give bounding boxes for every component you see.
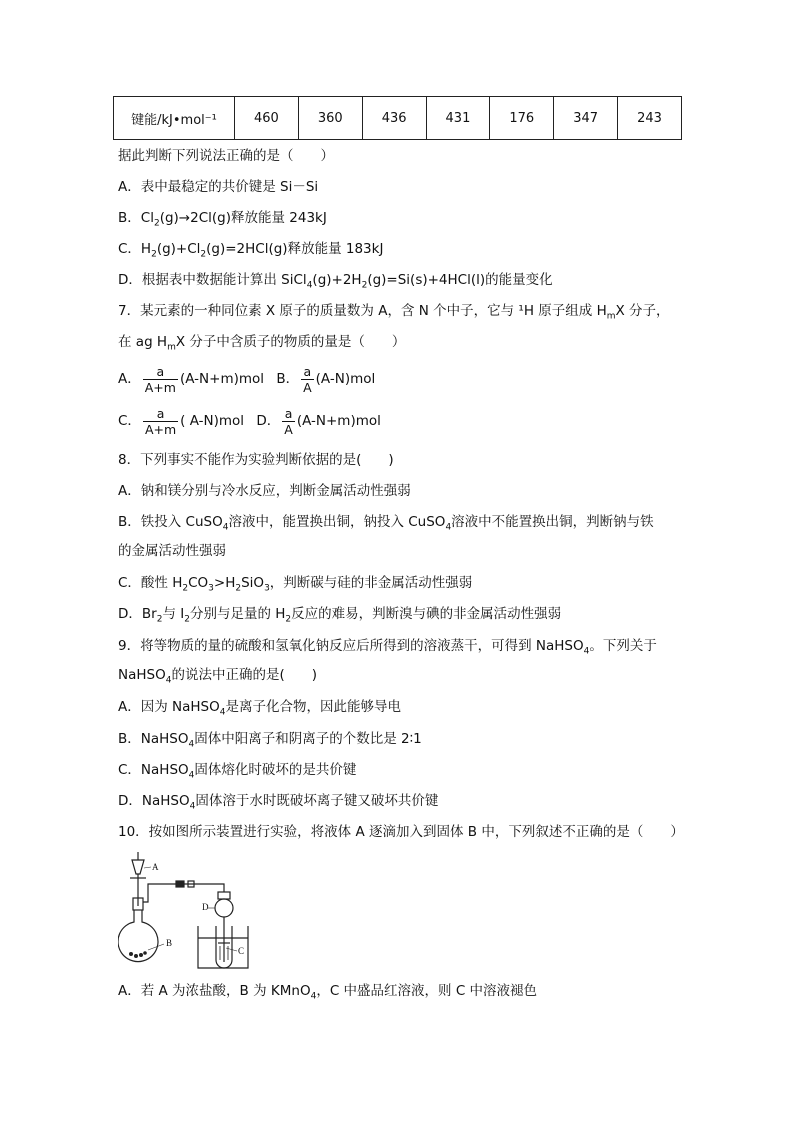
label-b: B	[166, 938, 173, 948]
table-cell: 460	[235, 97, 299, 140]
bond-energy-table	[113, 96, 682, 140]
label-a: A	[152, 862, 159, 872]
apparatus-diagram	[118, 848, 253, 970]
q9-option-b: B．NaHSO$_4$固体中阳离子和阴离子的个数比是 2∶1	[118, 731, 422, 750]
q6-option-a: A．表中最稳定的共价键是 Si－Si	[118, 179, 319, 195]
q8-option-d: D．$Br_2$与 $I_2$分别与足量的 $H_2$反应的难易，判断溴与碘的非金属活动性强弱	[118, 606, 562, 625]
q8-option-b-line2: 的金属活动性强弱	[118, 543, 226, 559]
q7-options-cd: C． $\frac{a}{A+m}$ ( A-N)mol D． $\frac{a}{A}$ (A-N+m)mol	[118, 405, 381, 437]
apparatus-figure	[118, 848, 253, 970]
table-row	[114, 97, 682, 140]
q9-option-d: D．NaHSO$_4$固体溶于水时既破坏离子键又破坏共价键	[118, 793, 439, 812]
table-cell: 243	[618, 97, 682, 140]
q8-option-a: A．钠和镁分别与冷水反应，判断金属活动性强弱	[118, 483, 411, 499]
label-d: D	[202, 902, 209, 912]
table-header-cell: 键能/kJ•mol⁻¹	[114, 97, 235, 140]
q8-option-c: C．酸性 $H_2CO_3>H_2SiO_3$，判断碳与硅的非金属活动性强弱	[118, 575, 473, 594]
q6-option-b: B．$Cl_2(g)\to 2Cl(g)$释放能量 243kJ	[118, 210, 327, 229]
table-cell: 436	[362, 97, 426, 140]
q10-stem: 10．按如图所示装置进行实验，将液体 A 逐滴加入到固体 B 中，下列叙述不正确的是（ ）	[118, 824, 684, 840]
table-cell: 360	[298, 97, 362, 140]
q6-option-c: C．$H_2(g)+Cl_2(g)=2HCl(g)$释放能量 183kJ	[118, 241, 384, 260]
fraction: $\frac{a}{A+m}$	[144, 405, 177, 437]
fraction: $\frac{a}{A+m}$	[144, 363, 176, 395]
table-cell: 176	[490, 97, 554, 140]
q9-option-a: A．因为 NaHSO$_4$是离子化合物，因此能够导电	[118, 699, 401, 718]
q8-option-b-line1: B．铁投入 CuSO$_4$溶液中，能置换出铜，钠投入 CuSO$_4$溶液中不能置换出铜，判断钠与铁	[118, 514, 654, 533]
q6-option-d: D．根据表中数据能计算出 $SiCl_4(g)+2H_2(g)=Si(s)+4HCl(l)$的能量变化	[118, 272, 553, 291]
q9-option-c: C．NaHSO$_4$固体熔化时破坏的是共价键	[118, 762, 357, 781]
fraction: $\frac{a}{A}$	[303, 363, 312, 395]
q6-stem: 据此判断下列说法正确的是（ ）	[118, 148, 334, 164]
table-cell: 347	[554, 97, 618, 140]
fraction: $\frac{a}{A}$	[284, 405, 293, 437]
q8-stem: 8．下列事实不能作为实验判断依据的是( )	[118, 452, 394, 468]
q7-stem-line1: 7．某元素的一种同位素 X 原子的质量数为 A，含 N 个中子，它与 ¹H 原子组成 $H_mX$ 分子，	[118, 303, 670, 322]
label-c: C	[238, 946, 245, 956]
q10-option-a: A．若 A 为浓盐酸，B 为 KMnO$_4$，C 中盛品红溶液，则 C 中溶液褪色	[118, 983, 538, 1002]
table-cell: 431	[426, 97, 490, 140]
q9-stem-line1: 9．将等物质的量的硫酸和氢氧化钠反应后所得到的溶液蒸干，可得到 NaHSO$_4$。下列关于	[118, 638, 657, 657]
q9-stem-line2: NaHSO$_4$的说法中正确的是( )	[118, 667, 317, 686]
q7-options-ab: A． $\frac{a}{A+m}$ (A-N+m)mol B． $\frac{a}{A}$ (A-N)mol	[118, 363, 376, 395]
q7-stem-line2: 在 ag $H_mX$ 分子中含质子的物质的量是（ ）	[118, 334, 406, 353]
